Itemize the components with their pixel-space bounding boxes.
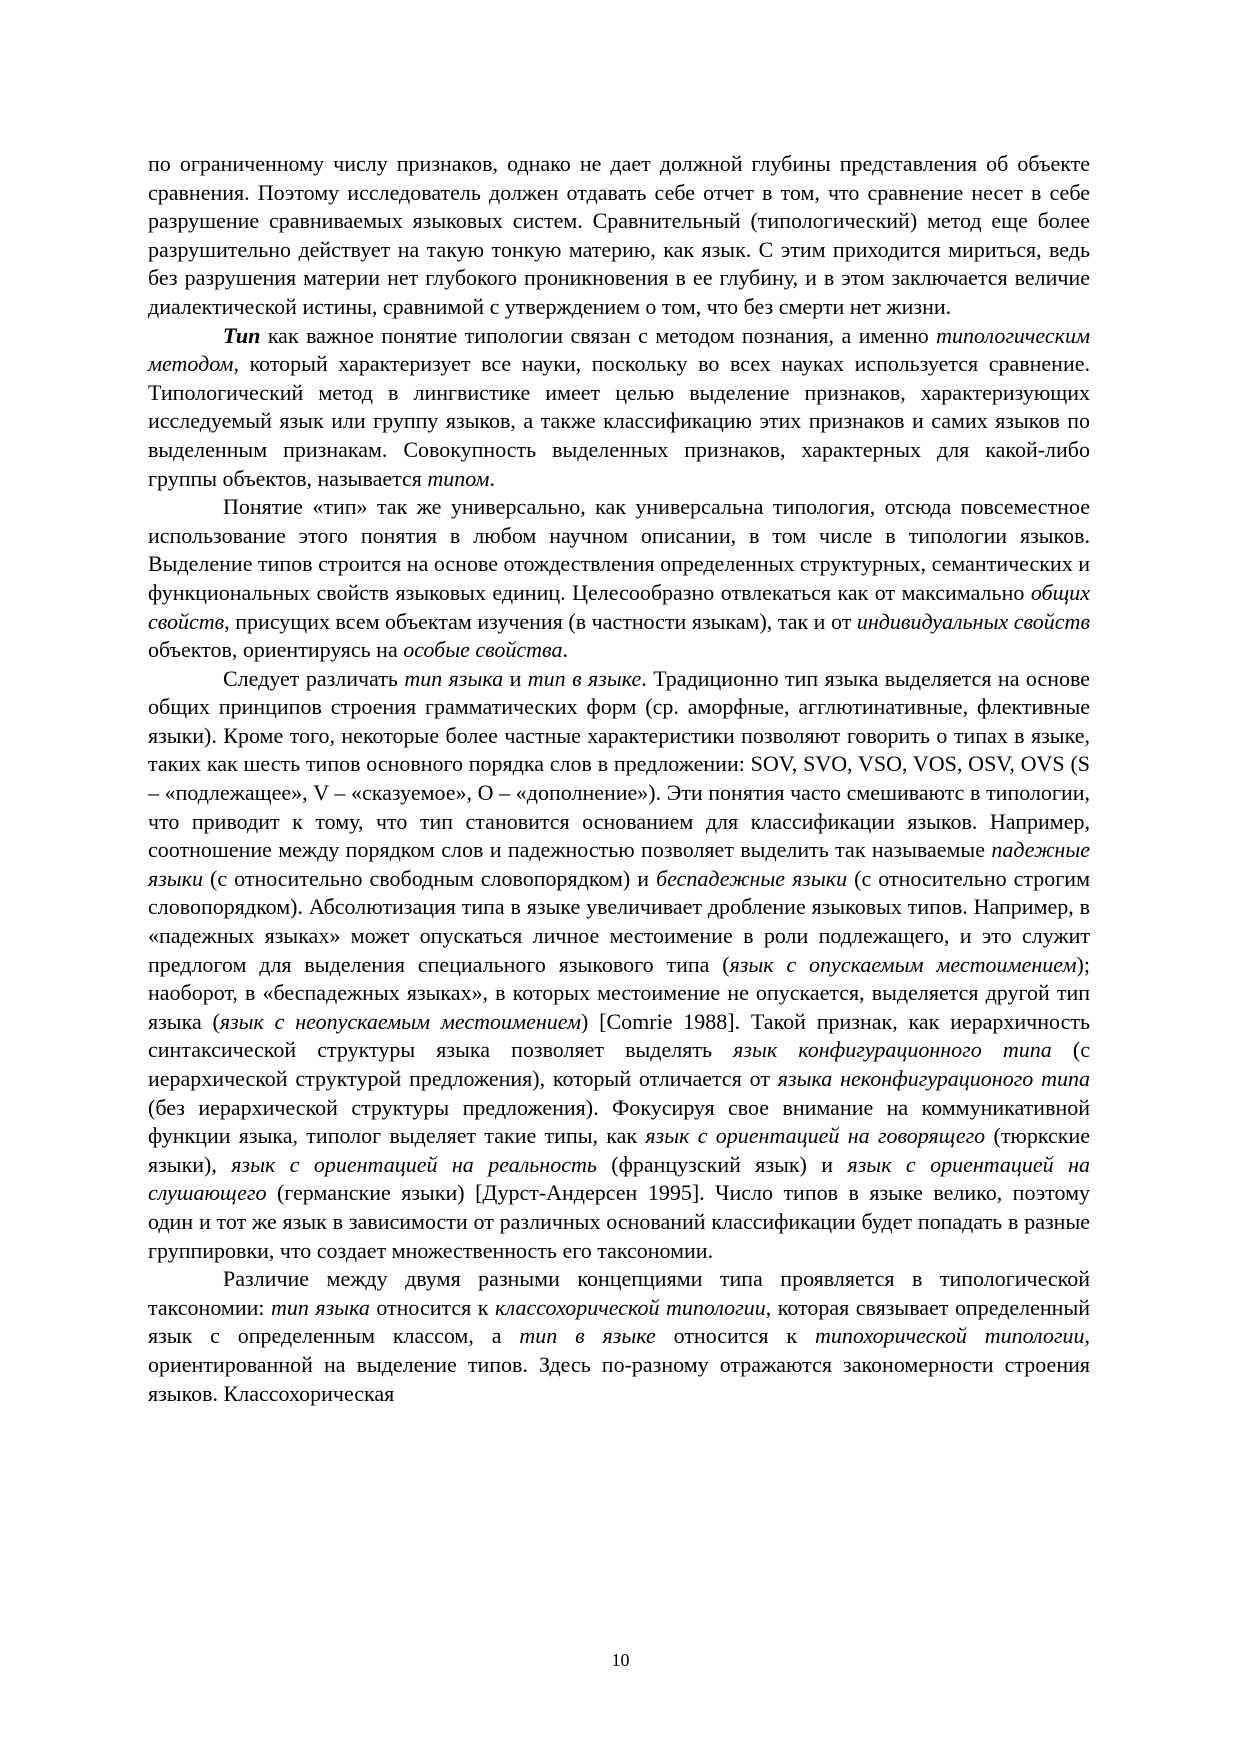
text-run: по ограниченному числу признаков, однако не дает должной глубины представления об объекте сравнения. Поэтому исследователь должен отдавать себе отчет в том, что сравнение несет в себе разрушение сравниваемых языковых систем. Сравнительный (типологический) метод еще более разрушительно действует на такую тонкую материю, как язык. С этим приходится мириться, ведь без разрушения материи нет глубокого проникновения в ее глубину, и в этом заключается величие диалектической истины, сравнимой с утверждением о том, что без смерти нет жизни.	[148, 151, 1090, 319]
term-italic: тип в языке	[519, 1323, 656, 1349]
text-run: ) [Comrie 1988]. Такой признак, как иерархичность синтаксической структуры языка позволяет выделять	[148, 1008, 1090, 1063]
term-emphasis: Тип	[223, 322, 261, 348]
text-run: . Традиционно тип языка выделяется на основе общих принципов строения грамматических форм (ср. аморфные, агглютинативные, флективные языки). Кроме того, некоторые более частные характеристики позволяют говорить о типах в языке, таких как шесть типов основного порядка слов в предложении: SOV, SVO, VSO, VOS, OSV, OVS (S – «подлежащее», V – «сказуемое», O – «дополнение»). Эти понятия часто смешиваютс в типологии, что приводит к тому, что тип становится основанием для классификации языков. Например, соотношение между порядком слов и падежностью позволяет выделить так называемые	[148, 665, 1090, 863]
text-run: (французский язык) и	[596, 1151, 848, 1177]
text-run: и	[503, 665, 528, 691]
text-run: .	[562, 637, 568, 663]
paragraph-2	[148, 322, 1090, 494]
text-run: относится к	[655, 1323, 815, 1349]
text-run: , ориентированной на выделение типов. Здесь по-разному отражаются закономерности строения языков. Классохорическая	[148, 1323, 1091, 1406]
text-run: (с относительно свободным словопорядком) и	[203, 865, 657, 891]
text-run: ); наоборот, в «беспадежных языках», в которых местоимение не опускается, выделяется другой тип языка (	[148, 951, 1090, 1034]
term-italic: язык с ориентацией на говорящего	[645, 1123, 986, 1149]
term-italic: типохорической типологии	[815, 1323, 1085, 1349]
text-run: , присущих всем объектам изучения (в частности языкам), так и от	[224, 608, 857, 634]
term-italic: падежные языки	[148, 837, 1090, 891]
term-italic: типологическим методом,	[148, 322, 1090, 377]
text-run: Различие между двумя разными концепциями типа проявляется в типологической таксономии:	[148, 1266, 1090, 1320]
paragraph-5	[148, 1265, 1090, 1408]
text-run: (германские языки) [Дурст-Андерсен 1995]. Число типов в языке велико, поэтому один и тот же язык в зависимости от различных оснований классификации будет попадать в разные группировки, что создает множественность его таксономии.	[148, 1180, 1090, 1263]
text-run: .	[489, 465, 495, 491]
text-run: (с относительно строгим словопорядком). Абсолютизация типа в языке увеличивает дробление языковых типов. Например, в «падежных языках» может опускаться личное местоимение в роли подлежащего, и это служит предлогом для выделения специального языкового типа (	[148, 865, 1090, 977]
term-italic: язык с ориентацией на слушающего	[148, 1151, 1090, 1206]
term-italic: тип языка	[404, 665, 504, 691]
text-run: относится к	[369, 1294, 495, 1320]
paragraph-4	[148, 665, 1090, 1265]
text-run: Понятие «тип» так же универсально, как универсальна типология, отсюда повсеместное использование этого понятия в любом научном описании, в том числе в типологии языков. Выделение типов строится на основе отождествления определенных структурных, семантических и функциональных свойств языковых единиц. Целесообразно отвлекаться как от максимально	[148, 494, 1090, 605]
term-italic: типом	[427, 465, 490, 491]
term-italic: беспадежные языки	[656, 865, 848, 891]
paragraph-3	[148, 493, 1090, 665]
paragraph-1	[148, 150, 1090, 322]
term-italic: язык с опускаемым местоимением	[729, 951, 1077, 977]
text-run: (с иерархической структурой предложения), который отличается от	[148, 1037, 1090, 1091]
term-bold	[223, 323, 260, 348]
text-run: объектов, ориентируясь на	[148, 637, 404, 663]
page-body	[148, 150, 1090, 1408]
text-run: который характеризует все науки, поскольку во всех науках используется сравнение. Типологический метод в лингвистике имеет целью выделение признаков, характеризующих исследуемый язык или группу языков, а также классификацию этих признаков и самих языков по выделенным признакам. Совокупность выделенных признаков, характерных для какой-либо группы объектов, называется	[148, 351, 1090, 491]
term-italic: язык с неопускаемым местоимением	[219, 1008, 582, 1034]
text-run: (тюркские языки),	[148, 1123, 1090, 1177]
term-italic: язык с ориентацией на реальность	[231, 1151, 597, 1177]
text-run: , которая связывает определенный язык с определенным классом, а	[148, 1294, 1091, 1349]
term-italic: индивидуальных свойств	[856, 608, 1090, 634]
term-italic: языка неконфигурационого типа	[777, 1066, 1091, 1091]
text-run: как важное понятие типологии связан с методом познания, а именно	[260, 322, 937, 348]
term-italic: тип языка	[270, 1294, 370, 1320]
text-run: (без иерархической структуры предложения). Фокусируя свое внимание на коммуникативной функции языка, типолог выделяет такие типы, как	[148, 1094, 1090, 1149]
term-italic: классохорической типологии	[494, 1294, 766, 1320]
term-italic: тип в языке	[527, 665, 642, 691]
term-italic: язык конфигурационного типа	[733, 1037, 1052, 1063]
text-run: Следует различать	[223, 665, 405, 691]
page-number: 10	[611, 1650, 630, 1670]
term-italic: особые свойства	[403, 637, 563, 663]
term-italic: общих свойств	[148, 579, 1090, 634]
